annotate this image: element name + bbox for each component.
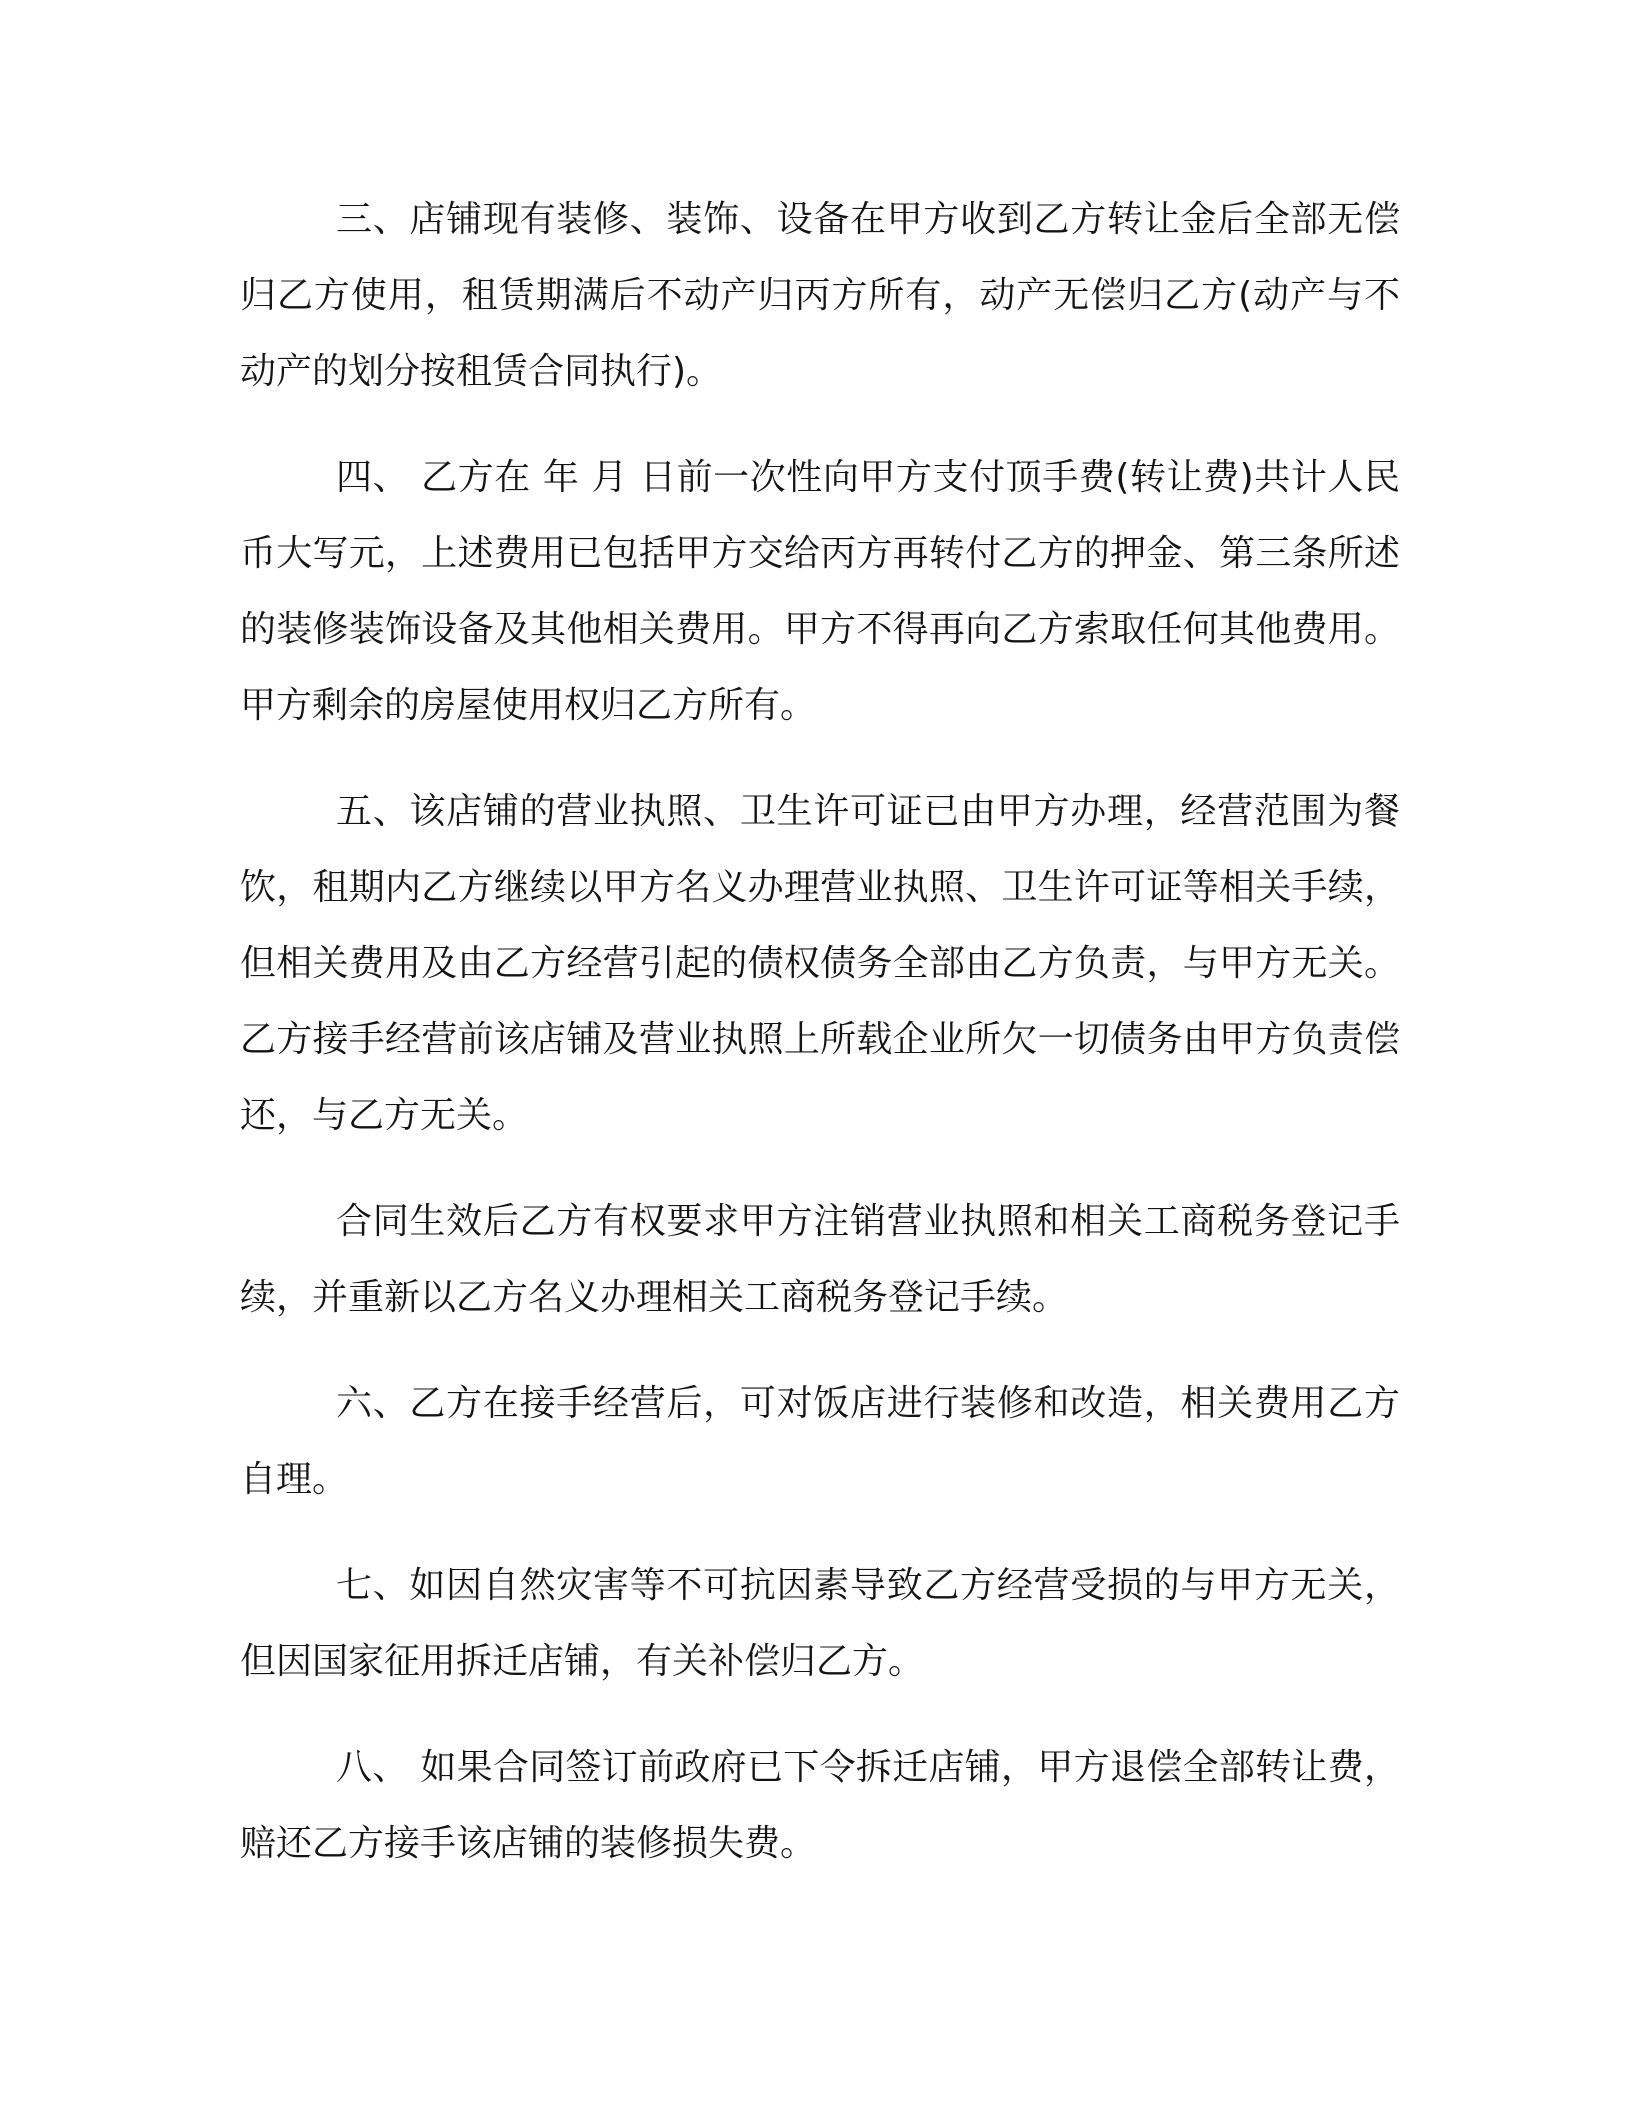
clause-5-supplement-paragraph: 合同生效后乙方有权要求甲方注销营业执照和相关工商税务登记手续，并重新以乙方名义办理相关工商税务登记手续。 <box>240 1201 1400 1318</box>
clause-7-paragraph: 七、如因自然灾害等不可抗因素导致乙方经营受损的与甲方无关，但因国家征用拆迁店铺，有关补偿归乙方。 <box>240 1565 1400 1682</box>
clause-5-paragraph: 五、该店铺的营业执照、卫生许可证已由甲方办理，经营范围为餐饮，租期内乙方继续以甲方名义办理营业执照、卫生许可证等相关手续，但相关费用及由乙方经营引起的债权债务全部由乙方负责，与甲方无关。乙方接手经营前该店铺及营业执照上所载企业所欠一切债务由甲方负责偿还，与乙方无关。 <box>240 791 1400 1136</box>
clause-6-paragraph: 六、乙方在接手经营后，可对饭店进行装修和改造，相关费用乙方自理。 <box>240 1383 1400 1500</box>
clause-8-paragraph: 八、 如果合同签订前政府已下令拆迁店铺，甲方退偿全部转让费，赔还乙方接手该店铺的装修损失费。 <box>240 1747 1400 1864</box>
clause-4-paragraph: 四、 乙方在 年 月 日前一次性向甲方支付顶手费(转让费)共计人民币大写元，上述费用已包括甲方交给丙方再转付乙方的押金、第三条所述的装修装饰设备及其他相关费用。甲方不得再向乙方索取任何其他费用。甲方剩余的房屋使用权归乙方所有。 <box>240 457 1400 726</box>
document-body <box>240 182 1400 1912</box>
clause-3-paragraph: 三、店铺现有装修、装饰、设备在甲方收到乙方转让金后全部无偿归乙方使用，租赁期满后不动产归丙方所有，动产无偿归乙方(动产与不动产的划分按租赁合同执行)。 <box>240 199 1400 392</box>
